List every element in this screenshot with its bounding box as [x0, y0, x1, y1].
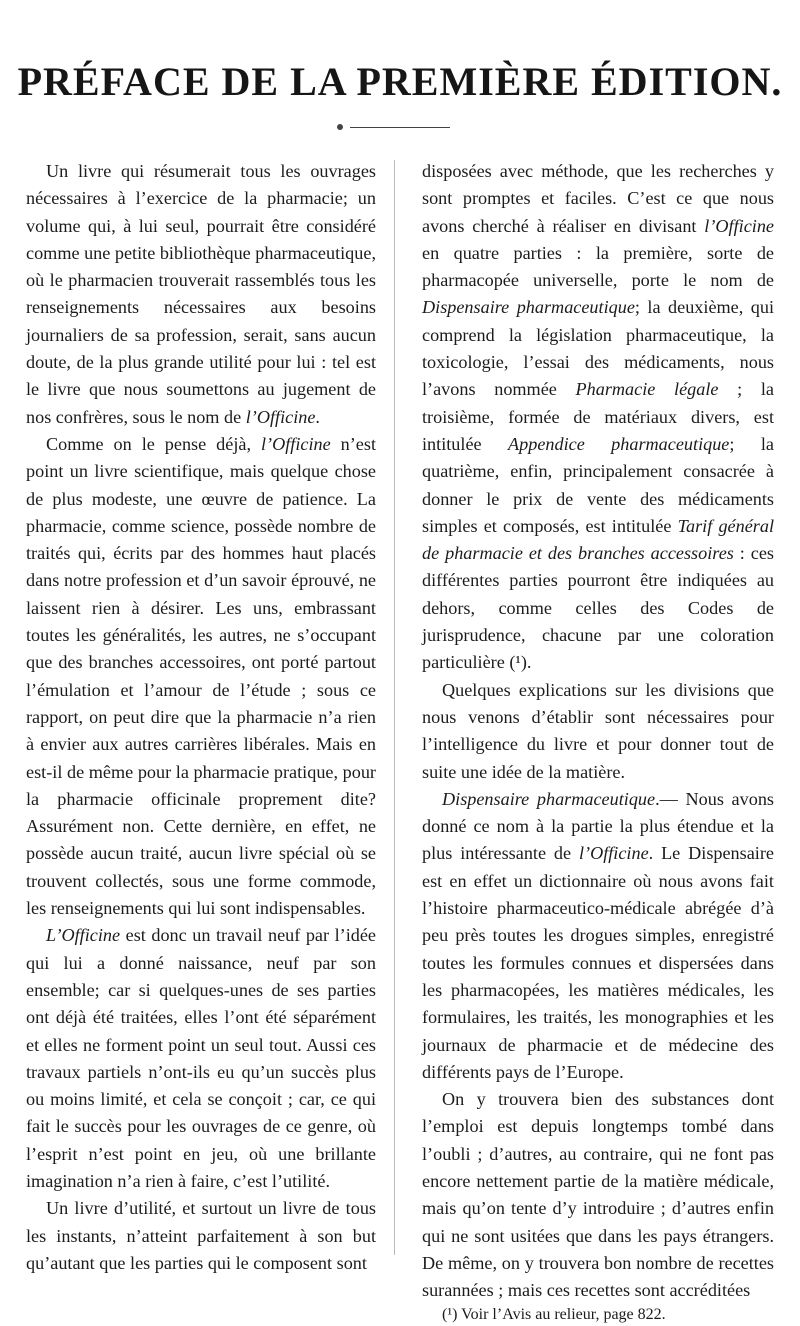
paragraph: Un livre d’utilité, et surtout un livre de tous les instants, n’atteint parfaitement à son but qu’autant que les parties qui le composent sont: [26, 1198, 376, 1273]
paragraph: Comme on le pense déjà, l’Officine n’est point un livre scientifique, mais quelque chose de plus modeste, une œuvre de patience. La pharmacie, comme science, possède nombre de traités qui, écrits par des hommes haut placés dans notre profession et d’un savoir éprouvé, ne laissent rien à désirer. Les uns, embrassant toutes les généralités, les autres, ne s’occupant que des branches accessoires, ont porté partout l’émulation et l’amour de l’étude ; sous ce rapport, on peut dire que la pharmacie n’a rien à envier aux autres carrières libérales. Mais en est-il de même pour la pharmacie pratique, pour la pharmacie officinale proprement dite? Assurément non. Cette dernière, en effet, ne possède aucun traité, aucun livre spécial où se trouvent collectés, sous une forme commode, les renseignements qui lui sont indispensables.: [26, 433, 377, 919]
right-column: [422, 158, 774, 1326]
left-column: [26, 158, 376, 1277]
title-rule: [350, 127, 450, 128]
paragraph: Un livre qui résumerait tous les ouvrages nécessaires à l’exercice de la pharmacie; un volume qui, à lui seul, pourrait être considéré comme une petite bibliothèque pharmaceutique, où le pharmacien trouverait rassemblés tous les renseignements nécessaires aux besoins journaliers de sa profession, serait, sans aucun doute, de la plus grande utilité pour lui : tel est le livre que nous soumettons au jugement de nos confrères, sous le nom de l’Officine.: [26, 161, 376, 427]
paragraph: disposées avec méthode, que les recherches y sont promptes et faciles. C’est ce que nous avons cherché à réaliser en divisant l’Officine en quatre parties : la première, sorte de pharmacopée universelle, porte le nom de Dispensaire pharmaceutique; la deuxième, qui comprend la législation pharmaceutique, la toxicologie, l’essai des médicaments, nous l’avons nommée Pharmacie légale ; la troisième, formée de matériaux divers, est intitulée Appendice pharmaceutique; la quatrième, enfin, principalement consacrée à donner le prix de vente des médicaments simples et composés, est intitulée Tarif général de pharmacie et des branches accessoires : ces différentes parties pourront être indiquées au dehors, comme celles des Codes de jurisprudence, chacune par une coloration particulière (¹).: [422, 161, 775, 673]
paragraph: Dispensaire pharmaceutique.— Nous avons donné ce nom à la partie la plus étendue et la plus intéressante de l’Officine. Le Dispensaire est en effet un dictionnaire où nous avons fait l’histoire pharmaceutico-médicale abrégée d’à peu près toutes les drogues simples, enregistré toutes les formules connues et dispersées dans les pharmacopées, les matières médicales, les formulaires, les traités, les monographies et les journaux de pharmacie et de médecine des différents pays de l’Europe.: [422, 788, 774, 1082]
paragraph: Quelques explications sur les divisions que nous venons d’établir sont nécessaires pour l’intelligence du livre et pour donner tout de suite une idée de la matière.: [422, 679, 774, 782]
page-title: PRÉFACE DE LA PREMIÈRE ÉDITION.: [17, 59, 783, 104]
paragraph: On y trouvera bien des substances dont l’emploi est depuis longtemps tombé dans l’oubli ; d’autres, au contraire, qui ne font pas encore nettement partie de la matière médicale, mais qu’on tente d’y introduire ; d’autres enfin qui ne sont usitées que dans les pays étrangers. De même, on y trouvera bon nombre de recettes surannées ; mais ces recettes sont accréditées: [422, 1089, 774, 1301]
title-ornament-dot: [337, 124, 343, 130]
column-divider: [394, 160, 395, 1255]
paragraph: L’Officine est donc un travail neuf par l’idée qui lui a donné naissance, neuf par son ensemble; car si quelques-unes de ses parties ont déjà été traitées, elles l’ont été séparément et elles ne forment point un seul tout. Aussi ces travaux partiels n’ont-ils eu qu’un succès plus ou moins limité, et cela se conçoit ; car, ce qui fait le succès pour les ouvrages de ce genre, où l’esprit n’est point en jeu, où une brillante imagination n’a rien à faire, c’est l’utilité.: [26, 925, 376, 1191]
footnote: (¹) Voir l’Avis au relieur, page 822.: [442, 1306, 666, 1324]
